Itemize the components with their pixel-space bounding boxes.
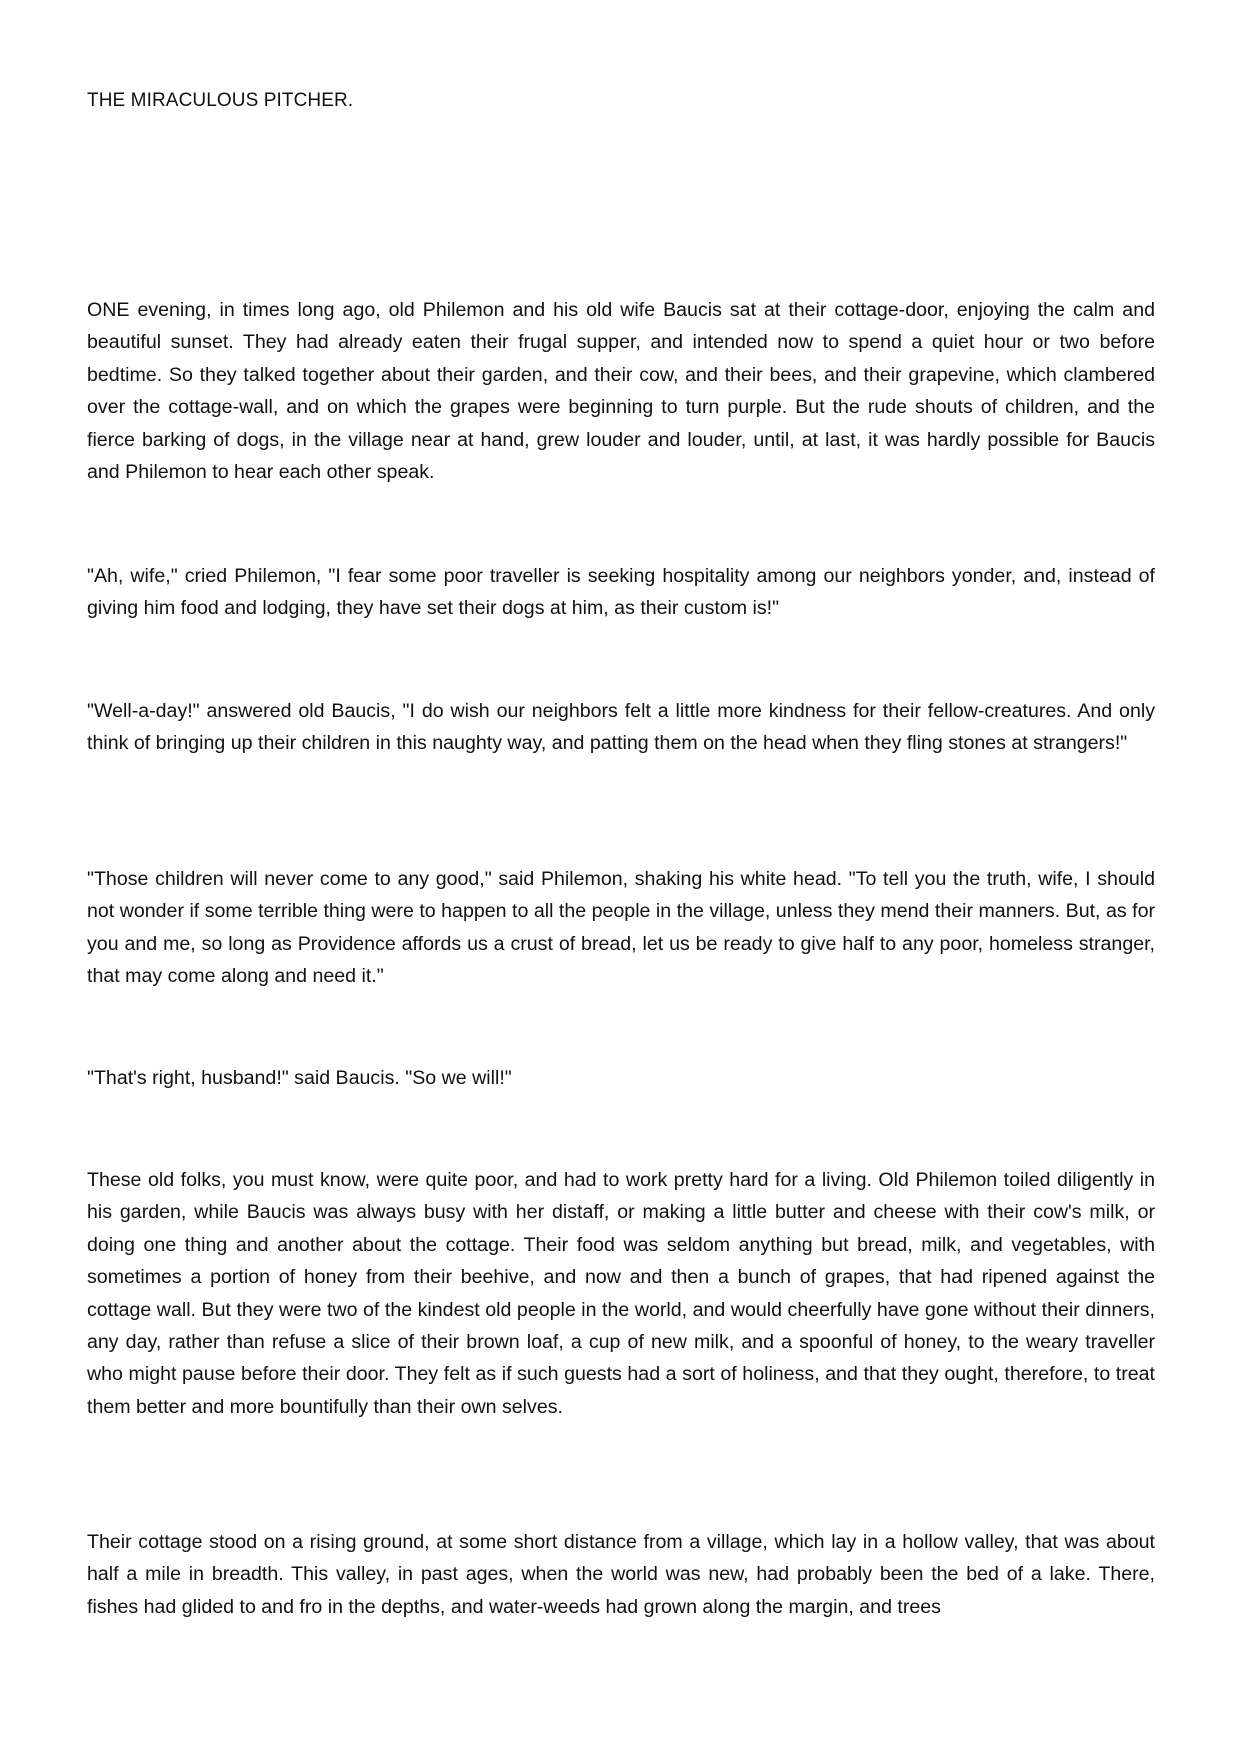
paragraph: "That's right, husband!" said Baucis. "So we will!" (87, 1067, 512, 1089)
paragraph: "Those children will never come to any good," said Philemon, shaking his white head. "To tell you the truth, wife, I should not wonder if some terrible thing were to happen to all the people in the village, unless they mend their manners. But, as for you and me, so long as Providence affords us a crust of bread, let us be ready to give half to any poor, homeless stranger, that may come along and need it." (87, 868, 1155, 988)
document-page (87, 0, 1155, 1755)
paragraph: Their cottage stood on a rising ground, at some short distance from a village, which lay in a hollow valley, that was about half a mile in breadth. This valley, in past ages, when the world was new, had probably been the bed of a lake. There, fishes had glided to and fro in the depths, and water-weeds had grown along the margin, and trees (87, 1531, 1155, 1618)
paragraph: These old folks, you must know, were quite poor, and had to work pretty hard for a living. Old Philemon toiled diligently in his garden, while Baucis was always busy with her distaff, or making a little butter and cheese with their cow's milk, or doing one thing and another about the cottage. Their food was seldom anything but bread, milk, and vegetables, with sometimes a portion of honey from their beehive, and now and then a bunch of grapes, that had ripened against the cottage wall. But they were two of the kindest old people in the world, and would cheerfully have gone without their dinners, any day, rather than refuse a slice of their brown loaf, a cup of new milk, and a spoonful of honey, to the weary traveller who might pause before their door. They felt as if such guests had a sort of holiness, and that they ought, therefore, to treat them better and more bountifully than their own selves. (87, 1169, 1155, 1418)
paragraph: "Well-a-day!" answered old Baucis, "I do wish our neighbors felt a little more kindness for their fellow-creatures. And only think of bringing up their children in this naughty way, and patting them on the head when they fling stones at strangers!" (87, 700, 1155, 755)
paragraph: "Ah, wife," cried Philemon, "I fear some poor traveller is seeking hospitality among our neighbors yonder, and, instead of giving him food and lodging, they have set their dogs at him, as their custom is!" (87, 565, 1155, 620)
document-title: THE MIRACULOUS PITCHER. (87, 90, 354, 111)
paragraph: ONE evening, in times long ago, old Philemon and his old wife Baucis sat at their cottage-door, enjoying the calm and beautiful sunset. They had already eaten their frugal supper, and intended now to spend a quiet hour or two before bedtime. So they talked together about their garden, and their cow, and their bees, and their grapevine, which clambered over the cottage-wall, and on which the grapes were beginning to turn purple. But the rude shouts of children, and the fierce barking of dogs, in the village near at hand, grew louder and louder, until, at last, it was hardly possible for Baucis and Philemon to hear each other speak. (87, 299, 1155, 484)
